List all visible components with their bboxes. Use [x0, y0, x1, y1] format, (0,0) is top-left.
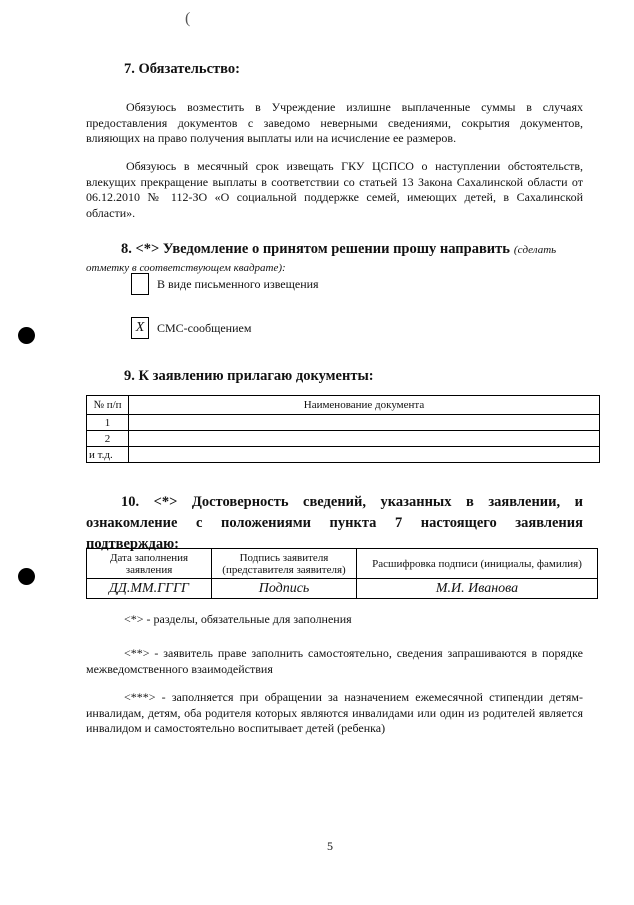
notify-sms-checkbox[interactable]: X [131, 317, 149, 339]
notify-option-sms[interactable] [131, 317, 251, 339]
section-7-heading: 7. Обязательство: [124, 61, 240, 77]
row-name[interactable] [129, 447, 600, 463]
signature-value[interactable]: Подпись [212, 579, 357, 599]
row-num: 1 [87, 415, 129, 431]
stray-mark: ( [185, 10, 191, 27]
section-8-heading: 8. <*> Уведомление о принятом решении прошу направить [121, 241, 510, 257]
section-7-paragraph-1 [86, 100, 583, 147]
section-9-heading: 9. К заявлению прилагаю документы: [124, 368, 374, 384]
table-row [87, 431, 600, 447]
date-value[interactable]: ДД.ММ.ГГГГ [87, 579, 212, 599]
name-header: Расшифровка подписи (инициалы, фамилия) [357, 549, 598, 579]
section-8-heading-block [86, 240, 596, 276]
table-header-row [87, 396, 600, 415]
col-num-header: № п/п [87, 396, 129, 415]
table-row [87, 447, 600, 463]
footnote-2 [86, 646, 583, 677]
documents-table [86, 395, 600, 463]
section-7-paragraph-2-text: Обязуюсь в месячный срок извещать ГКУ ЦСПСО о наступлении обстоятельств, влекущих прекращение выплаты в соответствии со статьей 13 Закона Сахалинской области от 06.12.2010 № 112-ЗО «О социальной поддержке семей, имеющих детей, в Сахалинской области». [86, 159, 583, 220]
row-num: и т.д. [87, 447, 129, 463]
binder-hole [18, 327, 35, 344]
footnote-2-text: <**> - заявитель праве заполнить самостоятельно, сведения запрашиваются в порядке межведомственного взаимодействия [86, 646, 583, 676]
table-row [87, 415, 600, 431]
section-10-line-1: 10. <*> Достоверность сведений, указанных в заявлении, и [121, 494, 583, 510]
notify-sms-label: СМС-сообщением [157, 320, 252, 335]
section-10-heading [86, 492, 583, 555]
name-value[interactable]: М.И. Иванова [357, 579, 598, 599]
binder-hole [18, 568, 35, 585]
footnote-3-text: <***> - заполняется при обращении за назначением ежемесячной стипендии детям-инвалидам, детям, оба родителя которых являются инвалидами или один из родителей является инвалидом и самостоятельно воспитывает детей (ребенка) [86, 690, 583, 735]
row-name[interactable] [129, 431, 600, 447]
section-10-line-3: подтверждаю: [86, 536, 179, 552]
date-header: Дата заполнения заявления [87, 549, 212, 579]
section-7-paragraph-2 [86, 159, 583, 221]
section-7-paragraph-1-text: Обязуюсь возместить в Учреждение излишне выплаченные суммы в случаях предоставления документов с заведомо неверными сведениями, сокрытия документов, влияющих на право получения выплаты или на исчисление ее размеров. [86, 100, 583, 145]
confirmation-table [86, 548, 598, 599]
signature-header: Подпись заявителя (представителя заявителя) [212, 549, 357, 579]
page-number: 5 [327, 839, 333, 853]
notify-letter-checkbox[interactable] [131, 273, 149, 295]
col-name-header: Наименование документа [129, 396, 600, 415]
section-10-line-2: ознакомление с положениями пункта 7 настоящего заявления [86, 515, 583, 531]
confirmation-header-row [87, 549, 598, 579]
footnote-1: <*> - разделы, обязательные для заполнения [124, 612, 352, 626]
row-name[interactable] [129, 415, 600, 431]
row-num: 2 [87, 431, 129, 447]
footnote-3 [86, 690, 583, 737]
confirmation-values-row [87, 579, 598, 599]
notify-option-letter[interactable] [131, 273, 319, 295]
notify-letter-label: В виде письменного извещения [157, 276, 319, 291]
section-8-note: (сделать отметку в соответствующем квадрате): [86, 244, 557, 274]
